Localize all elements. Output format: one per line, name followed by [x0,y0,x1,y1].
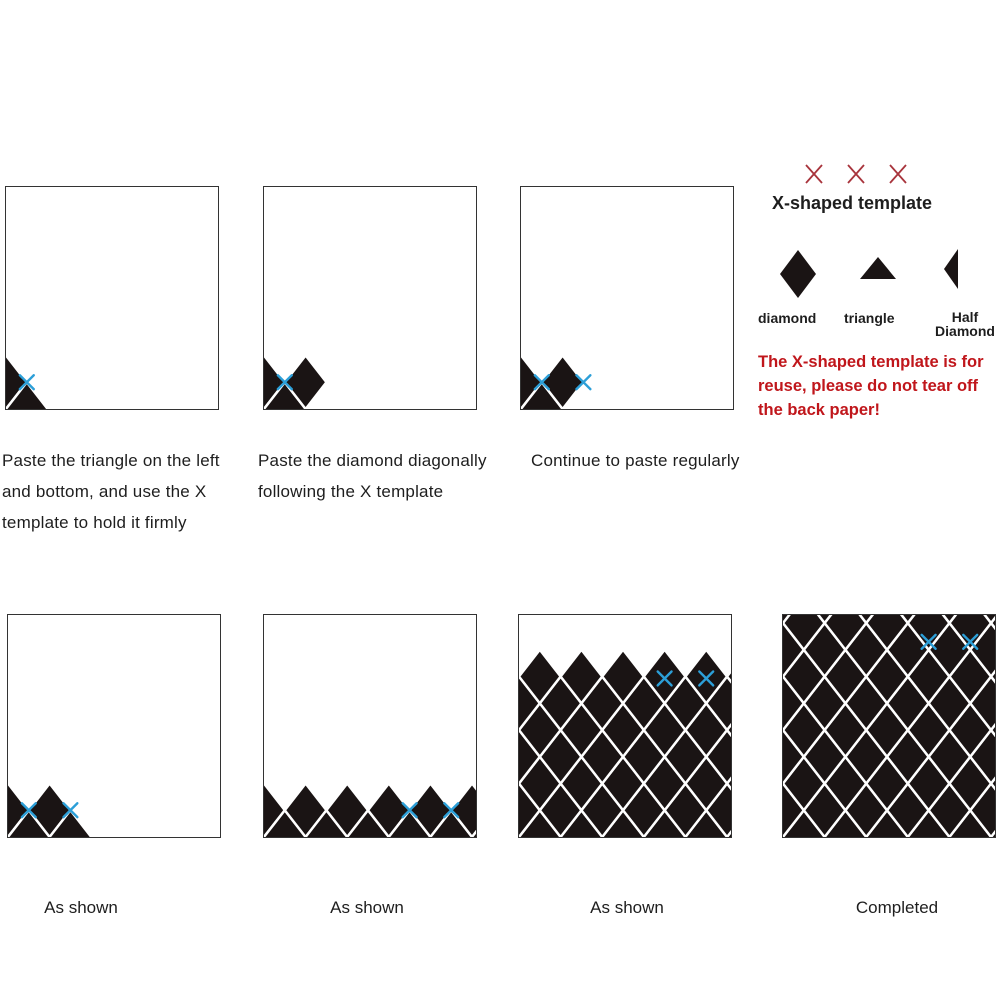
step-2-caption [258,445,487,507]
half-diamond-label-line-1: Half [951,309,979,325]
step-2-caption-line-2: following the X template [258,482,444,501]
step-5-panel [263,614,477,838]
step-1-caption-line-3: template to hold it firmly [2,513,187,532]
step-1-caption-line-2: and bottom, and use the X [2,482,207,501]
step-3-caption-line-1: Continue to paste regularly [531,451,740,470]
half-diamond-icon [942,247,962,291]
step-1-caption [2,445,220,538]
reuse-note-line-2: reuse, please do not tear off [758,377,979,395]
step-3-panel [520,186,734,410]
diamond-icon [778,248,818,300]
reuse-note-line-1: The X-shaped template is for [758,353,984,371]
step-6-panel [518,614,732,838]
reuse-note-line-3: the back paper! [758,401,880,419]
step-1-panel [5,186,219,410]
triangle-icon [858,255,898,281]
x-template-icon [890,165,906,183]
step-4-panel [7,614,221,838]
step-7-label: Completed [855,898,939,917]
diamond-label: diamond [758,310,817,326]
x-template-icon [806,165,822,183]
step-2-tiles [264,187,476,409]
step-2-panel [263,186,477,410]
x-template-icons [800,162,920,186]
step-6-tiles [519,615,731,837]
x-template-label: X-shaped template [772,193,933,213]
step-7-tiles [783,615,995,837]
step-5-tiles [264,615,476,837]
x-template-icon [848,165,864,183]
step-3-caption [531,445,740,476]
step-4-tiles [8,615,220,837]
triangle-label: triangle [844,310,895,326]
step-5-label: As shown [330,898,404,917]
half-diamond-label [930,310,1000,338]
step-4-label: As shown [44,898,118,917]
step-7-panel [782,614,996,838]
step-1-tiles [6,187,218,409]
step-2-caption-line-1: Paste the diamond diagonally [258,451,487,470]
reuse-note [758,350,1000,422]
step-3-tiles [521,187,733,409]
step-1-caption-line-1: Paste the triangle on the left [2,451,220,470]
legend [750,150,1000,430]
half-diamond-label-line-2: Diamond [935,323,995,339]
step-6-label: As shown [590,898,664,917]
